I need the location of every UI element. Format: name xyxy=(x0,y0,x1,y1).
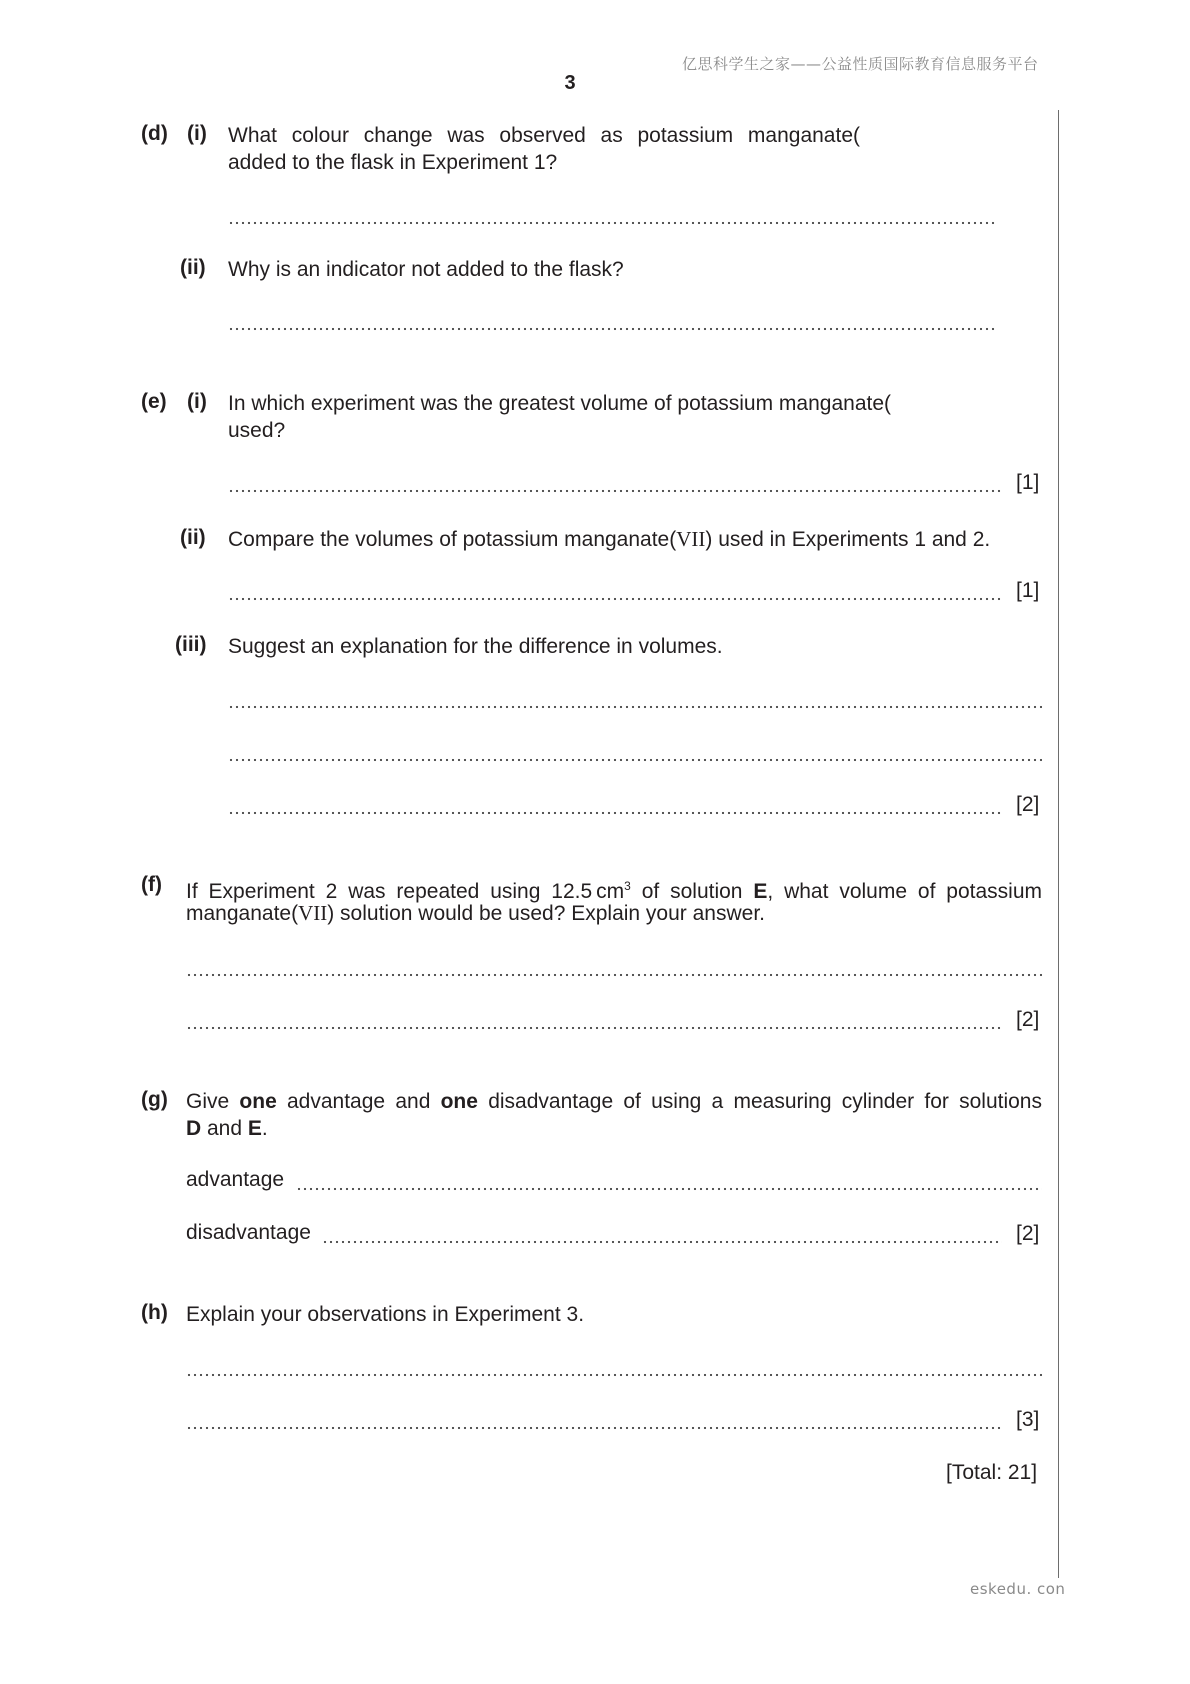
question-g-label: (g) xyxy=(141,1088,168,1111)
question-d-i-text-line1: What colour change was observed as potassium manganate( xyxy=(228,124,860,147)
marks-h: [3] xyxy=(1016,1408,1040,1431)
total-marks: [Total: 21] xyxy=(946,1461,1038,1484)
watermark-footer: eskedu. con xyxy=(970,1580,1066,1598)
question-g-text-e: . xyxy=(261,1117,268,1140)
question-f-text-b: of solution xyxy=(630,880,754,903)
answer-line-h-1[interactable] xyxy=(186,1356,1042,1378)
marks-g: [2] xyxy=(1016,1222,1040,1245)
question-f-label: (f) xyxy=(141,873,162,896)
answer-line-e-iii-2[interactable] xyxy=(228,741,1042,763)
question-h-label: (h) xyxy=(141,1301,168,1324)
question-f-unit-sup: 3 xyxy=(624,879,631,893)
margin-rule xyxy=(1058,110,1059,1578)
question-g-bold-one-2: one xyxy=(440,1090,478,1113)
answer-line-h-2[interactable] xyxy=(186,1409,1002,1431)
answer-line-disadvantage[interactable] xyxy=(322,1223,1002,1245)
question-e-ii-roman: VII xyxy=(676,527,706,551)
question-d-i-text-line2: added to the flask in Experiment 1? xyxy=(228,151,558,174)
answer-line-d-i[interactable] xyxy=(228,204,996,226)
question-e-ii-label: (ii) xyxy=(180,526,206,549)
watermark-header: 亿思科学生之家——公益性质国际教育信息服务平台 xyxy=(682,55,1039,73)
question-f-unit: cm xyxy=(596,880,625,903)
marks-e-i: [1] xyxy=(1016,471,1040,494)
question-e-i-text-line1: In which experiment was the greatest volume of potassium manganate( xyxy=(228,392,892,415)
answer-line-e-ii[interactable] xyxy=(228,580,1002,602)
question-g-text-a: Give xyxy=(186,1090,240,1113)
question-g-text-line1 xyxy=(186,1088,1042,1115)
question-g-text-line2 xyxy=(186,1115,268,1142)
question-h-text: Explain your observations in Experiment 3. xyxy=(186,1303,585,1326)
question-d-ii-label: (ii) xyxy=(180,256,206,279)
question-f-text-c: , what volume of potassium xyxy=(767,880,1042,903)
question-g-text-b: advantage and xyxy=(276,1090,441,1113)
question-g-solution-e: E xyxy=(247,1117,262,1140)
question-f-text-e: ) solution would be used? Explain your answer. xyxy=(327,902,765,925)
question-e-ii-text-a: Compare the volumes of potassium manganate( xyxy=(228,528,677,551)
question-e-iii-text: Suggest an explanation for the difference in volumes. xyxy=(228,635,723,658)
question-d-ii-text: Why is an indicator not added to the flask? xyxy=(228,258,624,281)
answer-line-e-i[interactable] xyxy=(228,472,1002,494)
disadvantage-label: disadvantage xyxy=(186,1221,311,1244)
question-g-solution-d: D xyxy=(186,1117,202,1140)
marks-f: [2] xyxy=(1016,1008,1040,1031)
question-d-label: (d) xyxy=(141,122,168,145)
question-f-text-a: If Experiment 2 was repeated using 12.5 xyxy=(186,880,593,903)
question-e-ii-text xyxy=(228,526,990,553)
question-f-text-line2 xyxy=(186,900,765,927)
answer-line-f-1[interactable] xyxy=(186,956,1042,978)
question-d-i-label: (i) xyxy=(187,122,207,145)
question-f-roman: VII xyxy=(298,901,328,925)
marks-e-ii: [1] xyxy=(1016,579,1040,602)
question-f-text-d: manganate( xyxy=(186,902,299,925)
answer-line-e-iii-1[interactable] xyxy=(228,688,1042,710)
answer-line-d-ii[interactable] xyxy=(228,310,996,332)
answer-line-e-iii-3[interactable] xyxy=(228,794,1002,816)
advantage-label: advantage xyxy=(186,1168,285,1191)
answer-line-f-2[interactable] xyxy=(186,1009,1002,1031)
answer-line-advantage[interactable] xyxy=(296,1170,1042,1192)
question-g-bold-one-1: one xyxy=(239,1090,277,1113)
question-g-text-c: disadvantage of using a measuring cylinder for solutions xyxy=(477,1090,1042,1113)
marks-e-iii: [2] xyxy=(1016,793,1040,816)
page-number: 3 xyxy=(564,72,576,94)
question-e-label: (e) xyxy=(141,390,167,413)
question-e-ii-text-b: ) used in Experiments 1 and 2. xyxy=(705,528,991,551)
question-g-text-d: and xyxy=(201,1117,248,1140)
question-e-i-text-line2: used? xyxy=(228,419,286,442)
question-e-iii-label: (iii) xyxy=(175,633,207,656)
question-f-solution: E xyxy=(753,880,768,903)
question-e-i-label: (i) xyxy=(187,390,207,413)
